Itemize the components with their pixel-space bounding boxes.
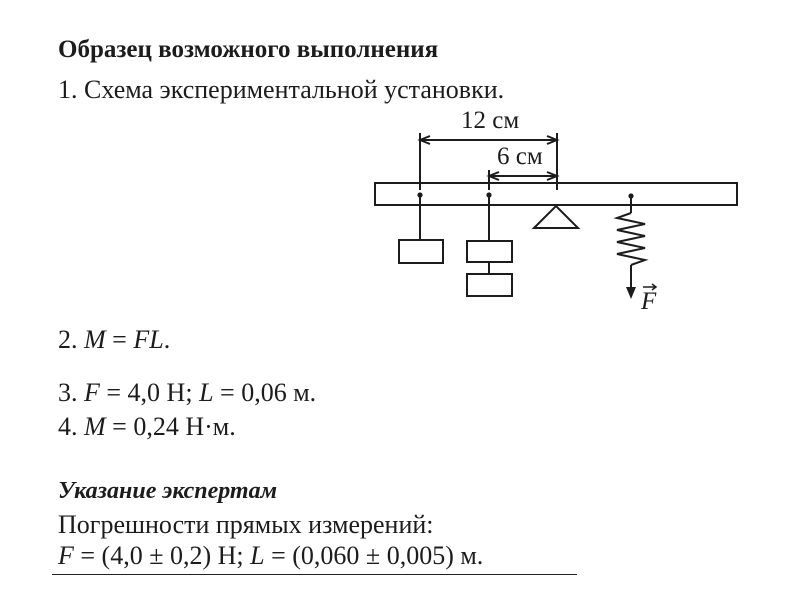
item-4-number: 4. xyxy=(58,412,78,441)
moment-symbol-result: M xyxy=(84,412,106,441)
item-2-number: 2. xyxy=(58,325,78,354)
bottom-rule xyxy=(52,574,577,575)
spring-attachment-dot xyxy=(628,193,633,198)
length-value: = 0,06 м. xyxy=(220,378,317,407)
length-symbol: L xyxy=(199,378,214,407)
middle-attachment-dot xyxy=(486,192,491,197)
item-3-number: 3. xyxy=(58,378,78,407)
item-4-result xyxy=(58,412,236,442)
error-length-symbol: L xyxy=(250,541,265,570)
error-length-value: = (0,060 ± 0,005) м. xyxy=(271,541,484,570)
middle-weight-lower xyxy=(467,274,512,296)
left-attachment-dot xyxy=(417,192,422,197)
expert-note-text: Погрешности прямых измерений: xyxy=(58,510,434,539)
label-6-cm: 6 см xyxy=(497,143,543,170)
force-label: F xyxy=(641,288,657,315)
moment-symbol: M xyxy=(84,325,106,354)
left-weight xyxy=(399,240,443,263)
force-arrowhead xyxy=(626,287,636,299)
label-12-cm: 12 см xyxy=(461,107,520,134)
force-value: = 4,0 Н; xyxy=(106,378,193,407)
middle-weight-upper xyxy=(467,241,512,262)
formula-rhs: FL xyxy=(133,325,164,354)
force-symbol: F xyxy=(84,378,100,407)
error-force-symbol: F xyxy=(58,541,74,570)
document-title: Образец возможного выполнения xyxy=(58,36,439,63)
expert-note-errors xyxy=(58,541,483,571)
spring-coil xyxy=(617,213,645,265)
error-force-value: = (4,0 ± 0,2) Н; xyxy=(80,541,244,570)
item-2-period: . xyxy=(163,325,171,354)
expert-note-title: Указание экспертам xyxy=(58,478,278,504)
item-3-measurements xyxy=(58,378,316,408)
item-2-formula xyxy=(58,325,170,355)
moment-value: = 0,24 Н·м. xyxy=(112,412,236,441)
equals-sign: = xyxy=(112,325,127,354)
fulcrum-triangle xyxy=(534,206,578,228)
item-1-heading: 1. Схема экспериментальной установки. xyxy=(58,75,505,104)
